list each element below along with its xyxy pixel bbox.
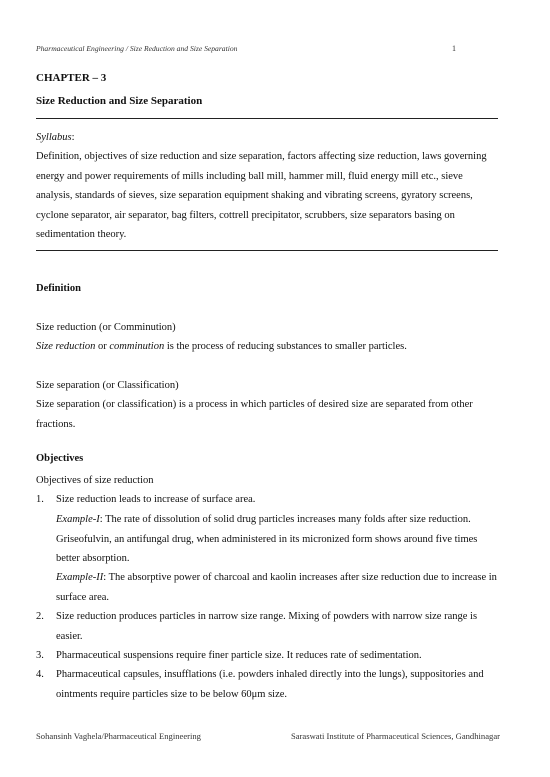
syllabus-label-colon: :	[71, 132, 75, 143]
list-number: 3.	[36, 650, 44, 661]
objectives-heading: Objectives	[36, 453, 84, 464]
objectives-subheading: Objectives of size reduction	[36, 475, 154, 486]
running-header: Pharmaceutical Engineering / Size Reduction and Size Separation	[36, 44, 238, 53]
example-one-label: Example-I	[56, 514, 100, 525]
syllabus-label	[36, 132, 75, 143]
size-reduction-rest: is the process of reducing substances to smaller particles.	[164, 341, 407, 352]
example-two-text	[56, 568, 500, 607]
list-text: Pharmaceutical suspensions require finer particle size. It reduces rate of sedimentation.	[56, 650, 422, 661]
list-number: 4.	[36, 669, 44, 680]
list-text: Pharmaceutical capsules, insufflations (i.e. powders inhaled directly into the lungs), suppositories and ointments require particles size to be below 60μm size.	[56, 669, 484, 700]
size-reduction-or: or	[95, 341, 110, 352]
top-divider	[36, 118, 498, 119]
chapter-title: Size Reduction and Size Separation	[36, 95, 203, 107]
size-reduction-term: Size reduction	[36, 341, 96, 352]
list-number: 1.	[36, 494, 44, 505]
comminution-term: comminution	[109, 341, 165, 352]
size-reduction-title: Size reduction (or Comminution)	[36, 322, 176, 333]
size-reduction-definition	[36, 337, 500, 357]
example-one-body: : The rate of dissolution of solid drug particles increases many folds after size reduction. Griseofulvin, an antifungal drug, when administered in its micronized form shows around five times better absorption.	[56, 514, 478, 564]
chapter-label: CHAPTER – 3	[36, 72, 107, 84]
definition-heading: Definition	[36, 283, 81, 294]
list-text: Size reduction produces particles in narrow size range. Mixing of powders with narrow size range is easier.	[56, 611, 478, 642]
size-separation-definition: Size separation (or classification) is a process in which particles of desired size are separated from other fractions.	[36, 399, 473, 430]
list-number: 2.	[36, 611, 44, 622]
footer-author: Sohansinh Vaghela/Pharmaceutical Engineering	[36, 731, 201, 741]
page-number: 1	[452, 44, 456, 53]
list-text: Size reduction leads to increase of surface area.	[56, 494, 256, 505]
footer-institute: Saraswati Institute of Pharmaceutical Sciences, Gandhinagar	[290, 731, 500, 741]
example-two-body: : The absorptive power of charcoal and kaolin increases after size reduction due to increase in surface area.	[56, 572, 497, 603]
syllabus-text: Definition, objectives of size reduction and size separation, factors affecting size reduction, laws governing energy and power requirements of mills including ball mill, hammer mill, fluid energy mill etc., sieve analysis, standards of sieves, size separation equipment shaking and vibrating screens, gyratory screens, cyclone separator, air separator, bag filters, cottrell precipitator, scrubbers, size separators basing on sedimentation theory.	[36, 151, 487, 240]
size-separation-title: Size separation (or Classification)	[36, 380, 179, 391]
syllabus-label-text: Syllabus	[36, 132, 72, 143]
example-one-text	[56, 510, 500, 569]
example-two-label: Example-II	[56, 572, 104, 583]
syllabus-bottom-divider	[36, 250, 498, 251]
